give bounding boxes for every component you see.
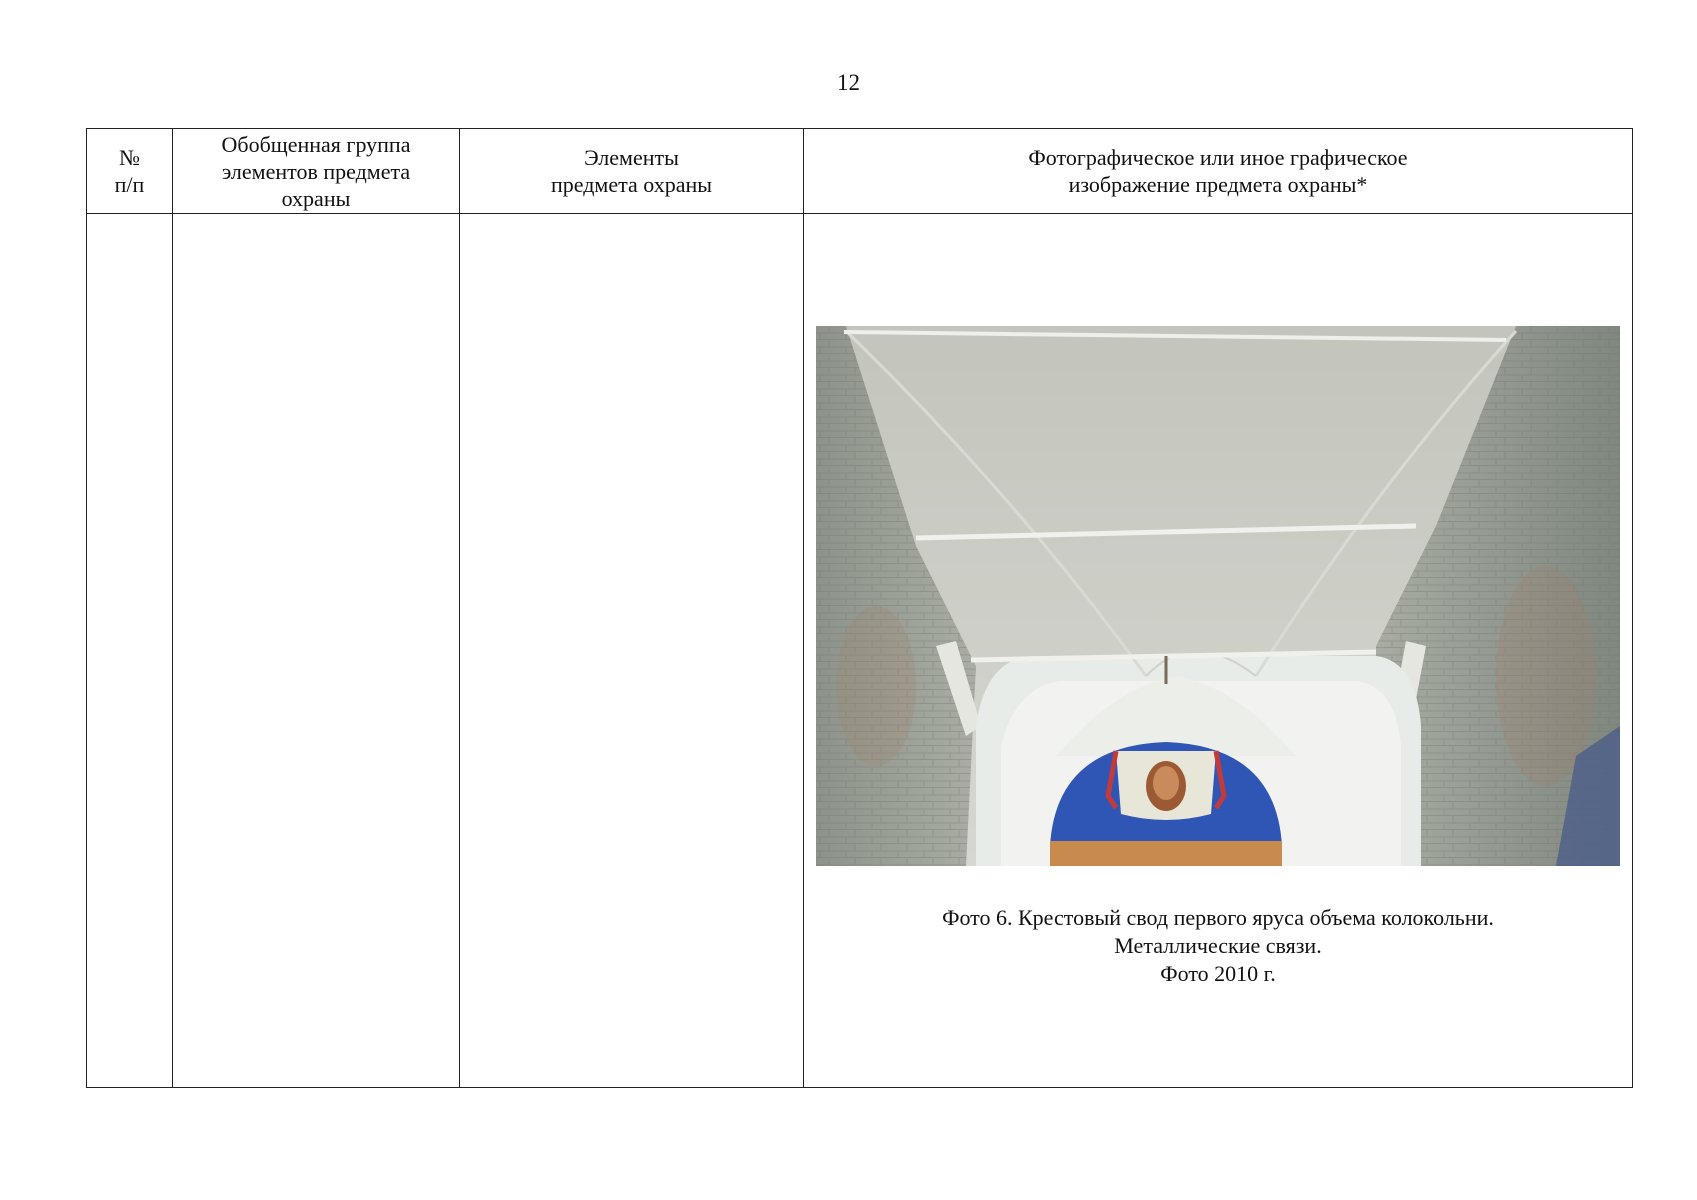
protection-table (86, 128, 1633, 1088)
caption-line-1: Фото 6. Крестовый свод первого яруса объема колокольни. (942, 905, 1494, 930)
header-photo: Фотографическое или иное графическое изображение предмета охраны* (804, 129, 1633, 214)
vault-photo-image (816, 326, 1620, 866)
table-header-row (87, 129, 1633, 214)
header-number: № п/п (87, 129, 173, 214)
header-group: Обобщенная группа элементов предмета охраны (173, 129, 460, 214)
caption-line-2: Металлические связи. (1114, 933, 1322, 958)
page-number: 12 (837, 70, 860, 95)
cell-number (87, 214, 173, 1088)
header-elements: Элементы предмета охраны (460, 129, 804, 214)
cell-group (173, 214, 460, 1088)
caption-line-3: Фото 2010 г. (1160, 961, 1276, 986)
cell-elements (460, 214, 804, 1088)
photo-caption (804, 904, 1632, 988)
table-row (87, 214, 1633, 1088)
vault-photo (816, 326, 1620, 866)
cell-photo (804, 214, 1633, 1088)
